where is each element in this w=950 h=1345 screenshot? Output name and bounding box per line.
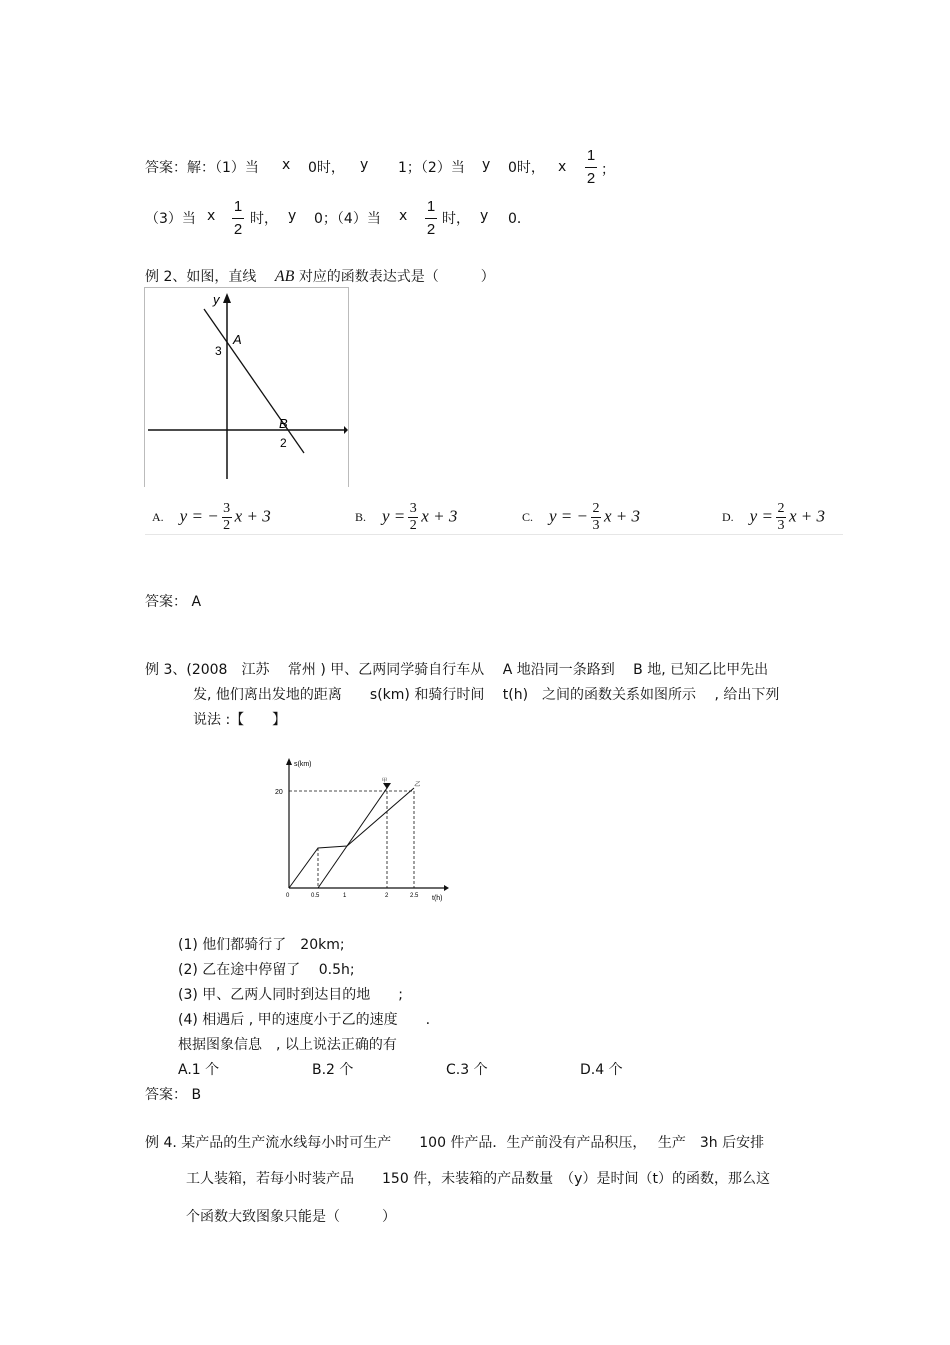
option-d: D.4 个 — [580, 1062, 623, 1078]
punctuation: ； — [601, 162, 615, 178]
answer-text: （3）当 — [145, 211, 196, 227]
x-axis-arrow-icon — [344, 426, 348, 434]
line-ab — [204, 309, 304, 453]
t-tick-2.5: 2.5 — [410, 893, 419, 899]
jia-label: 甲 — [382, 778, 388, 784]
example-3-line2: 发, 他们离出发地的距离 s(km) 和骑行时间 t(h) 之间的函数关系如图所示 , 给出下列 — [193, 687, 780, 703]
option-b: B.2 个 — [312, 1062, 354, 1078]
yi-line — [289, 788, 414, 888]
t-axis-label: t(h) — [432, 895, 443, 902]
value-text: 0时， — [508, 160, 545, 176]
fraction — [425, 198, 437, 239]
fraction — [585, 147, 597, 188]
distance-time-graph — [272, 752, 462, 904]
var-y: y — [288, 208, 297, 224]
fraction-numerator: 1 — [233, 198, 243, 215]
value-text: 0时， — [308, 160, 345, 176]
statement-2: (2) 乙在途中停留了 0.5h; — [178, 962, 355, 978]
var-y: y — [482, 157, 491, 173]
statement-1: (1) 他们都骑行了 20km; — [178, 937, 345, 953]
answer-text: 时， — [250, 211, 278, 227]
answer-text: 时， — [442, 211, 470, 227]
t-tick-0.5: 0.5 — [311, 893, 320, 899]
fraction-denominator: 2 — [586, 170, 596, 187]
line-name: AB — [274, 268, 295, 285]
fraction — [232, 198, 244, 239]
option-c: C.3 个 — [446, 1062, 488, 1078]
yi-label: 乙 — [414, 782, 421, 788]
option-d: D. y = $\frac{2}{3}$ x + 3 — [722, 501, 825, 533]
y-axis-arrow-icon — [223, 293, 231, 303]
var-x: x — [282, 157, 291, 173]
value-text: 1；（2）当 — [398, 160, 465, 176]
t-tick-0: 0 — [286, 893, 290, 899]
option-a: A.1 个 — [178, 1062, 220, 1078]
s-tick-20: 20 — [275, 789, 283, 796]
example-3-line1: 例 3、(2008 江苏 常州 ) 甲、乙两同学骑自行车从 A 地沿同一条路到 B 地, 已知乙比甲先出 — [145, 662, 769, 678]
option-b: B. y = $\frac{3}{2}$ x + 3 — [355, 501, 458, 533]
statement-4: (4) 相遇后 , 甲的速度小于乙的速度 . — [178, 1012, 431, 1028]
line-graph-figure — [144, 287, 350, 487]
t-tick-1: 1 — [343, 893, 347, 899]
point-a-label: A — [233, 332, 242, 347]
s-axis-arrow-icon — [286, 758, 292, 765]
var-y: y — [480, 208, 489, 224]
example-3-answer: 答案： B — [145, 1087, 202, 1103]
example-4-line1: 例 4. 某产品的生产流水线每小时可生产 100 件产品．生产前没有产品积压， 生产 3h 后安排 — [145, 1135, 765, 1151]
y-axis-label: y — [213, 292, 220, 307]
x-intercept-label: 2 — [280, 436, 287, 450]
example-4-line2: 工人装箱，若每小时装产品 150 件，未装箱的产品数量 （y）是时间（t）的函数，那么这 — [186, 1171, 770, 1187]
fraction-denominator: 2 — [426, 221, 436, 238]
statement-3: (3) 甲、乙两人同时到达目的地 ; — [178, 987, 403, 1003]
answer-text: 0；（4）当 — [314, 211, 381, 227]
var-x: x — [558, 159, 567, 175]
question-text: 对应的函数表达式是（ ） — [298, 269, 495, 285]
fraction-numerator: 1 — [586, 147, 596, 164]
s-axis-label: s(km) — [294, 761, 312, 768]
t-tick-2: 2 — [385, 893, 389, 899]
options-divider — [145, 534, 843, 535]
t-axis-arrow-icon — [444, 885, 449, 891]
var-x: x — [207, 208, 216, 224]
option-a: A. y = − $\frac{3}{2}$ x + 3 — [152, 501, 271, 533]
fraction-numerator: 1 — [426, 198, 436, 215]
fraction-denominator: 2 — [233, 221, 243, 238]
example-2-question — [145, 266, 495, 286]
option-c: C. y = − $\frac{2}{3}$ x + 3 — [522, 501, 641, 533]
example-2-answer: 答案： A — [145, 594, 202, 610]
point-b-label: B — [279, 416, 288, 431]
var-y: y — [360, 157, 369, 173]
example-3-line3: 说法 :【 】 — [193, 712, 287, 728]
var-x: x — [399, 208, 408, 224]
example-4-line3: 个函数大致图象只能是（ ） — [186, 1209, 396, 1225]
y-intercept-label: 3 — [215, 344, 222, 358]
jia-line — [318, 788, 387, 888]
answer-text: 答案：解：（1）当 — [145, 160, 259, 176]
example-3-question: 根据图象信息 , 以上说法正确的有 — [178, 1037, 397, 1053]
answer-text: 0． — [508, 211, 531, 227]
question-text: 例 2、如图，直线 — [145, 269, 257, 285]
